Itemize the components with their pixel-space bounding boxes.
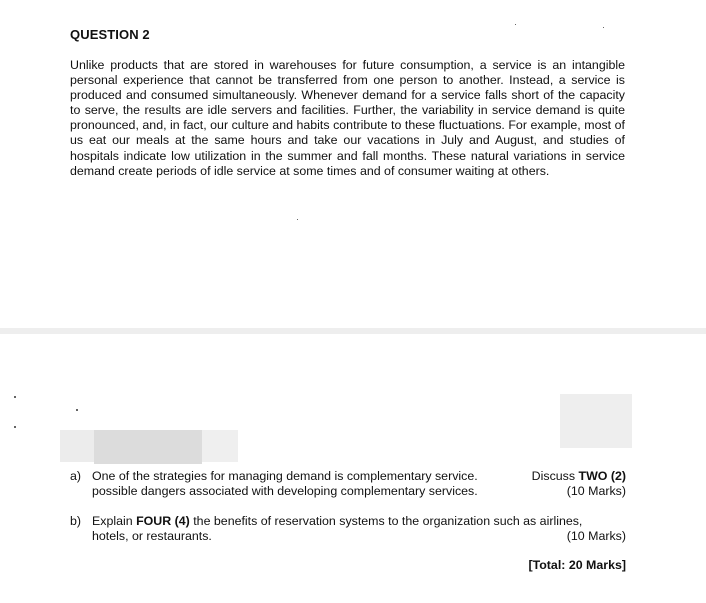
part-a-line-2 <box>92 484 626 499</box>
speck <box>297 219 298 220</box>
part-label: a) <box>70 469 82 483</box>
part-b-explain: Explain <box>92 514 137 528</box>
part-b-text-2: hotels, or restaurants. <box>92 529 212 543</box>
page-divider <box>0 328 706 334</box>
blurred-region <box>560 394 632 448</box>
speck <box>14 426 16 428</box>
total-marks: [Total: 20 Marks] <box>528 558 626 572</box>
part-a-text-2: possible dangers associated with developing complementary services. <box>92 484 478 498</box>
question-heading: QUESTION 2 <box>70 27 150 42</box>
blurred-region <box>60 430 94 462</box>
part-a-marks: (10 Marks) <box>566 484 626 498</box>
speck <box>603 27 604 28</box>
part-b-line-1 <box>92 514 626 529</box>
blurred-region <box>94 430 202 464</box>
speck <box>14 396 16 398</box>
part-a-instruction <box>532 469 626 484</box>
speck <box>515 24 516 25</box>
part-b-text: the benefits of reservation systems to the organization such as airlines, <box>189 514 583 528</box>
part-b-marks: (10 Marks) <box>566 529 626 543</box>
part-b-line-2 <box>92 529 626 544</box>
part-a-line-1 <box>92 469 626 484</box>
question-paragraph: Unlike products that are stored in warehouses for future consumption, a service is an intangible personal experience that cannot be transferred from one person to another. Instead, a service is produced and consumed simultaneously. Whenever demand for a service falls short of the capacity to serve, the results are idle servers and facilities. Further, the variability in service demand is quite pronounced, and, in fact, our culture and habits contribute to these fluctuations. For example, most of us eat our meals at the same hours and take our vacations in July and August, and studies of hospitals indicate low utilization in the summer and fall months. These natural variations in service demand create periods of idle service at some times and of consumer waiting at others. <box>70 58 625 178</box>
part-label: b) <box>70 514 82 528</box>
speck <box>76 409 78 411</box>
part-b-count: FOUR (4) <box>136 514 190 528</box>
part-a-discuss: Discuss <box>531 469 579 483</box>
part-a-text: One of the strategies for managing demand is complementary service. <box>92 469 478 483</box>
blurred-region <box>202 430 238 462</box>
part-a-count: TWO (2) <box>578 469 626 483</box>
